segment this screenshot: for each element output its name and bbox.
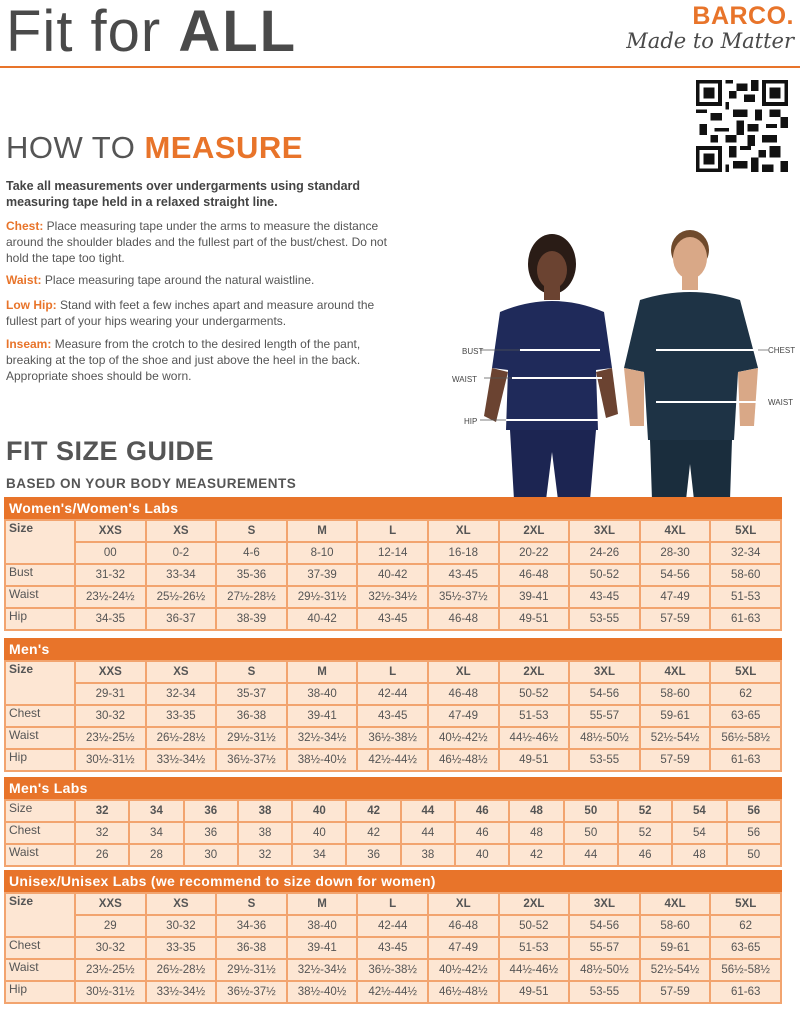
table-row: Chest 30-32 33-35 36-38 39-41 43-45 47-49 51-53 55-57 59-61 63-65 xyxy=(6,938,780,958)
models-photo xyxy=(440,220,800,500)
unisex-table xyxy=(4,892,782,1004)
table-row: Waist 23½-24½ 25½-26½ 27½-28½ 29½-31½ 32½-34½ 35½-37½ 39-41 43-45 47-49 51-53 xyxy=(6,587,780,607)
table-row: Hip 30½-31½ 33½-34½ 36½-37½ 38½-40½ 42½-44½ 46½-48½ 49-51 53-55 57-59 61-63 xyxy=(6,750,780,770)
row-label: Size xyxy=(6,521,74,563)
unisex-heading: Unisex/Unisex Labs (we recommend to size down for women) xyxy=(4,870,782,892)
table-row: Chest 30-32 33-35 36-38 39-41 43-45 47-49 51-53 55-57 59-61 63-65 xyxy=(6,706,780,726)
womens-table xyxy=(4,519,782,631)
title-main: Fit for xyxy=(6,0,162,64)
table-row: Size XXS XS S M L XL 2XL 3XL 4XL 5XL xyxy=(6,894,780,914)
row-label: Size xyxy=(6,662,74,704)
measure-title: HOW TO MEASURE xyxy=(6,130,303,165)
man-figure xyxy=(624,230,758,500)
page-title xyxy=(6,0,297,65)
guide-title: FIT SIZE GUIDE xyxy=(6,436,215,466)
qr-code-icon[interactable] xyxy=(696,80,788,172)
guide-subtitle: BASED ON YOUR BODY MEASUREMENTS xyxy=(6,476,297,491)
womens-heading: Women's/Women's Labs xyxy=(4,497,782,519)
table-row: 29-31 32-34 35-37 38-40 42-44 46-48 50-52 54-56 58-60 62 xyxy=(6,684,780,704)
table-row: Size 32 34 36 38 40 42 44 46 48 50 52 54 56 xyxy=(6,801,780,821)
row-label: Size xyxy=(6,894,74,936)
label-waist-right: WAIST xyxy=(768,398,794,407)
menslabs-heading: Men's Labs xyxy=(4,777,782,799)
table-row: Hip 30½-31½ 33½-34½ 36½-37½ 38½-40½ 42½-44½ 46½-48½ 49-51 53-55 57-59 61-63 xyxy=(6,982,780,1002)
measure-intro: Take all measurements over undergarments using standard measuring tape held in a relaxed straight line. xyxy=(6,179,361,209)
table-row: Waist 23½-25½ 26½-28½ 29½-31½ 32½-34½ 36½-38½ 40½-42½ 44½-46½ 48½-50½ 52½-54½ 56½-58½ xyxy=(6,960,780,980)
measure-low-hip: Low Hip: Stand with feet a few inches apart and measure around the fullest part of your hips wearing your undergarments. xyxy=(6,298,375,328)
woman-figure xyxy=(484,234,618,500)
measure-waist: Waist: Place measuring tape around the natural waistline. xyxy=(6,273,315,287)
table-row: Size XXS XS S M L XL 2XL 3XL 4XL 5XL xyxy=(6,521,780,541)
label-hip: HIP xyxy=(464,417,478,426)
table-row: 29 30-32 34-36 38-40 42-44 46-48 50-52 54-56 58-60 62 xyxy=(6,916,780,936)
measure-chest: Chest: Place measuring tape under the arms to measure the distance around the shoulder blades and the fullest part of the bust/chest. Do not hold the tape too tight. xyxy=(6,219,387,265)
table-row: Bust 31-32 33-34 35-36 37-39 40-42 43-45 46-48 50-52 54-56 58-60 xyxy=(6,565,780,585)
table-row: Waist 23½-25½ 26½-28½ 29½-31½ 32½-34½ 36½-38½ 40½-42½ 44½-46½ 48½-50½ 52½-54½ 56½-58½ xyxy=(6,728,780,748)
mens-table xyxy=(4,660,782,772)
label-bust: BUST xyxy=(462,347,484,356)
brand-name: BARCO. xyxy=(692,2,794,30)
table-row: 00 0-2 4-6 8-10 12-14 16-18 20-22 24-26 28-30 32-34 xyxy=(6,543,780,563)
brand-logo xyxy=(626,2,794,53)
table-row: Size XXS XS S M L XL 2XL 3XL 4XL 5XL xyxy=(6,662,780,682)
table-row: Waist 26 28 30 32 34 36 38 40 42 44 46 48 50 xyxy=(6,845,780,865)
table-row: Chest 32 34 36 38 40 42 44 46 48 50 52 54 56 xyxy=(6,823,780,843)
measure-inseam: Inseam: Measure from the crotch to the desired length of the pant, breaking at the top of the shoe and just above the heel in the back. Appropriate shoes should be worn. xyxy=(6,337,361,383)
brand-tagline: Made to Matter xyxy=(626,29,794,53)
table-row: Hip 34-35 36-37 38-39 40-42 43-45 46-48 49-51 53-55 57-59 61-63 xyxy=(6,609,780,629)
header-divider xyxy=(0,66,800,68)
mens-heading: Men's xyxy=(4,638,782,660)
title-bold: ALL xyxy=(178,0,298,64)
label-waist-left: WAIST xyxy=(452,375,478,384)
label-chest: CHEST xyxy=(768,346,796,355)
menslabs-table xyxy=(4,799,782,867)
